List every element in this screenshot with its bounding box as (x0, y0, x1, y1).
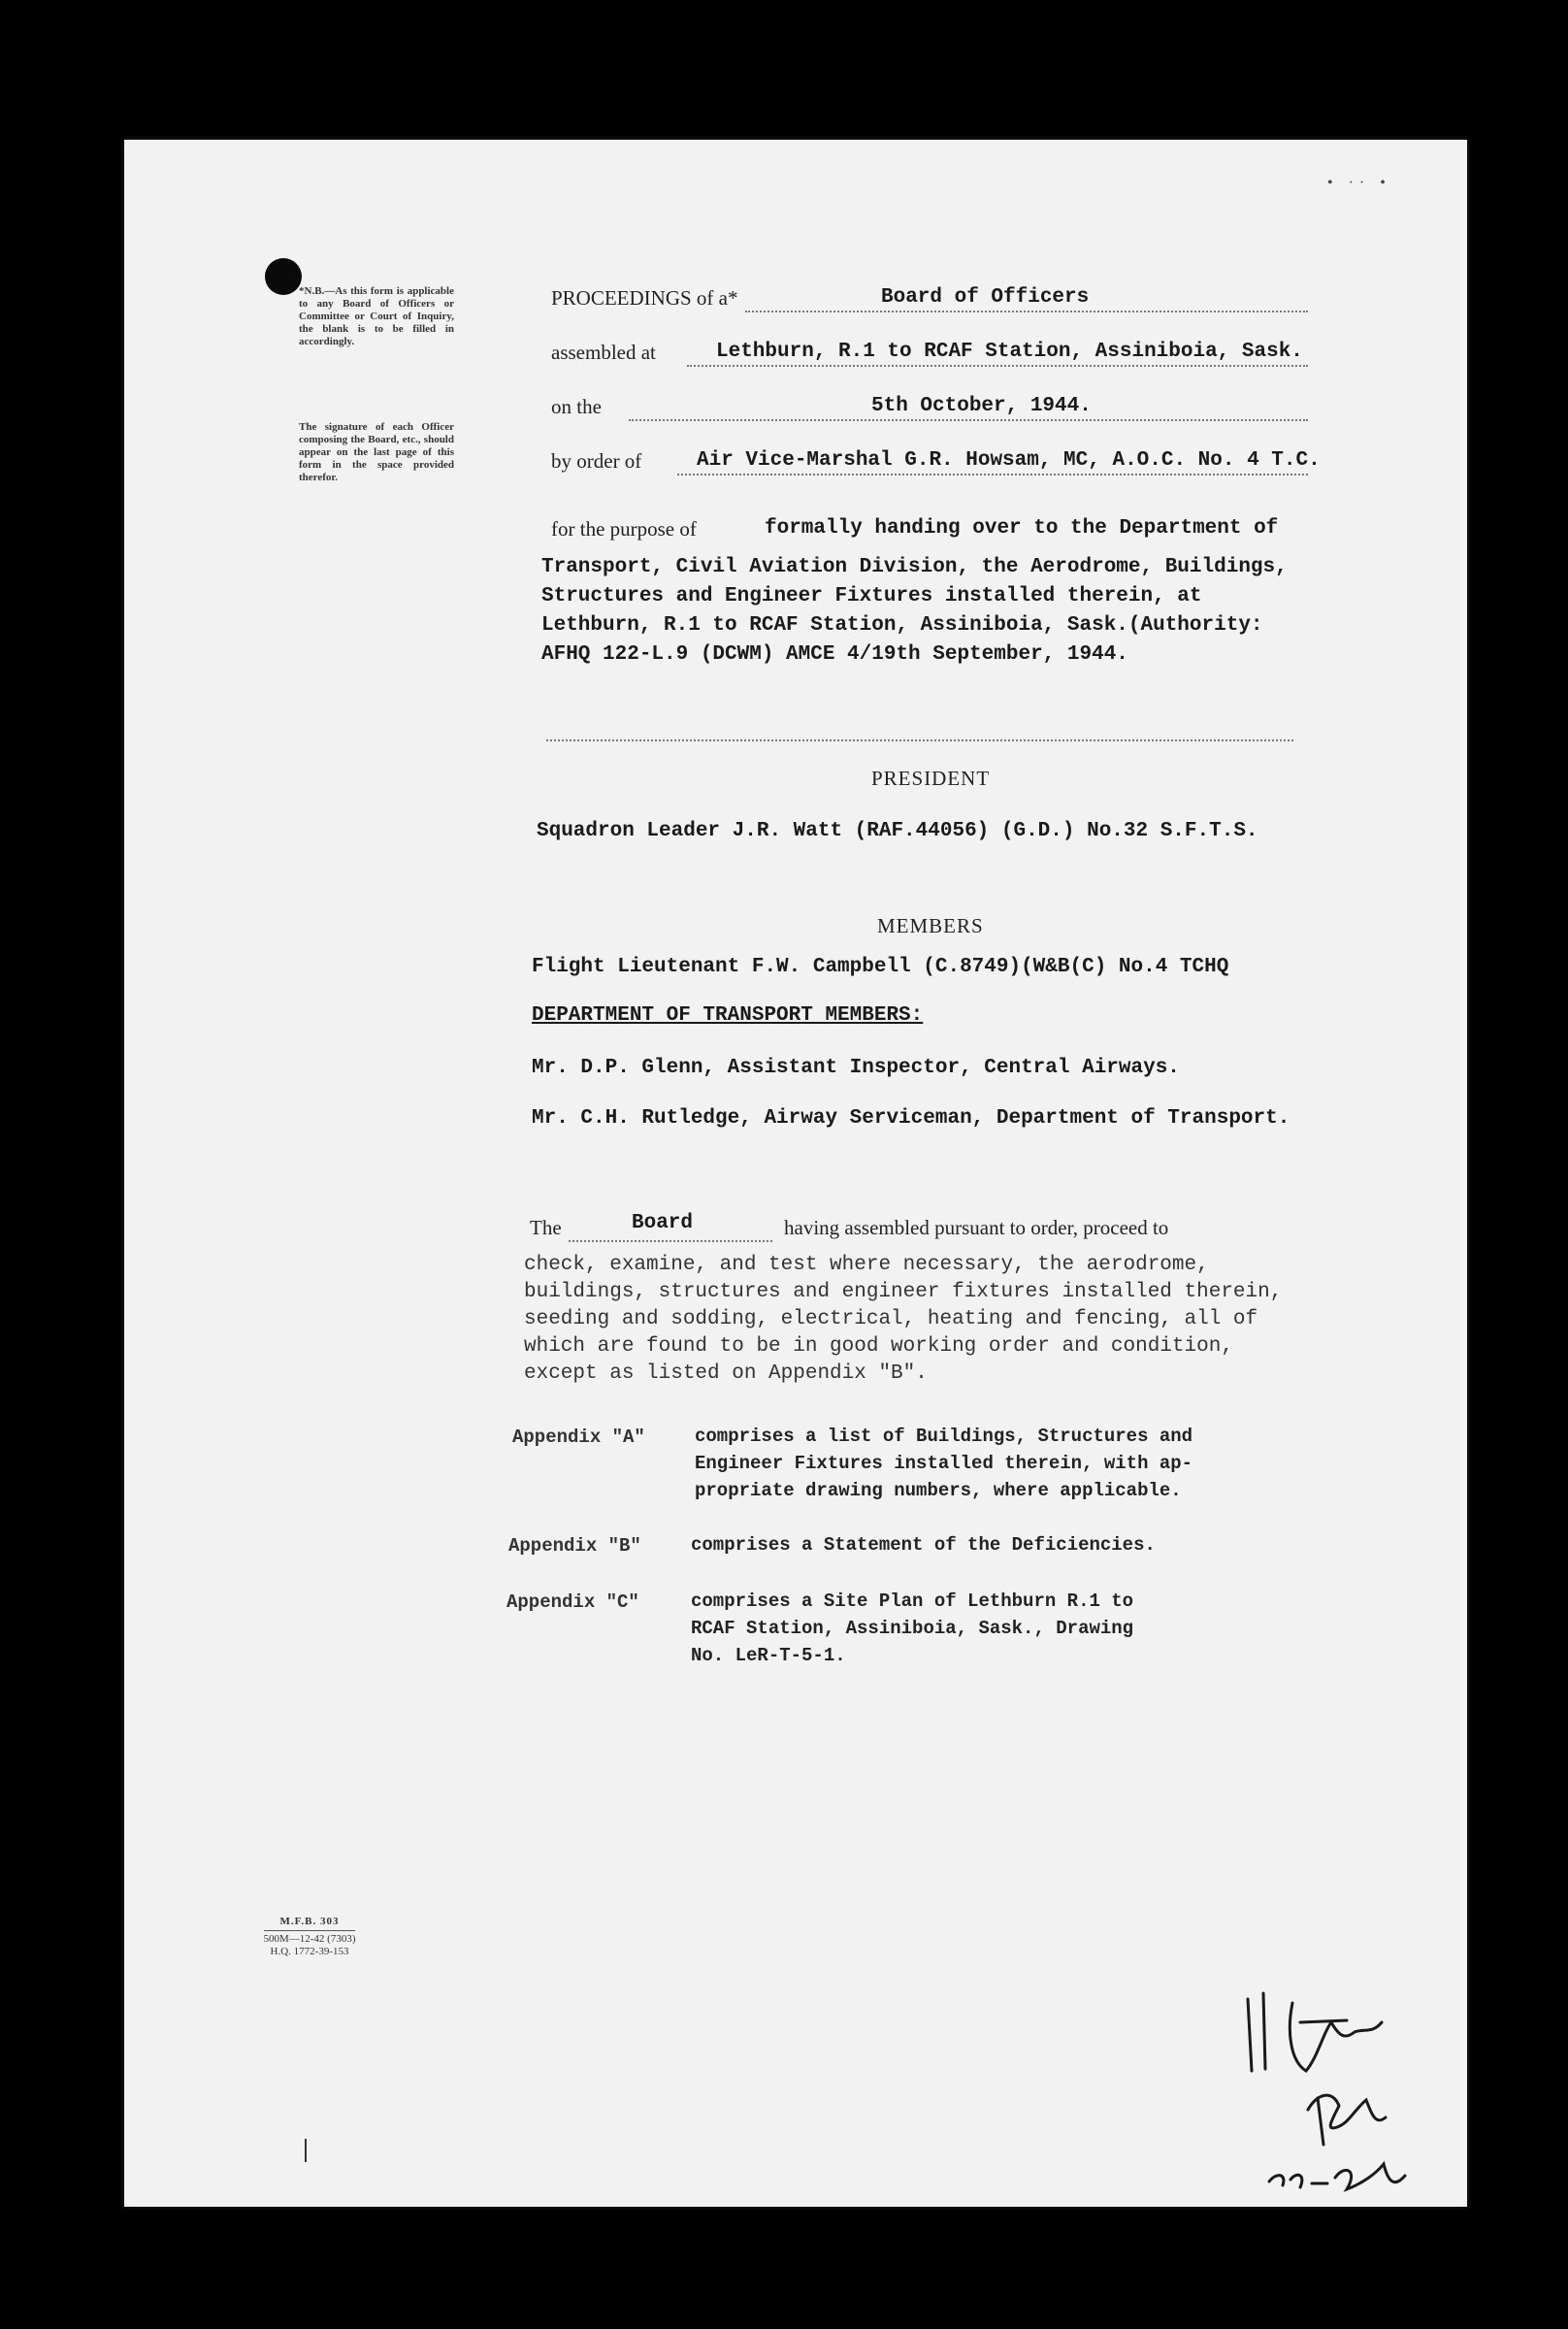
appendix-c-text: comprises a Site Plan of Lethburn R.1 to RCAF Station, Assiniboia, Sask., Drawing No. LeR-T-5-1. (691, 1591, 1134, 1666)
appendix-b-label: Appendix "B" (508, 1535, 641, 1557)
purpose-text: Transport, Civil Aviation Division, the Aerodrome, Buildings, Structures and Engineer Fixtures installed therein, at Lethburn, R.1 to RCAF Station, Assiniboia, Sask.(Authority: AFHQ 122-L.9 (DCWM) AMCE 4/19th September, 1944. (541, 556, 1288, 666)
purpose-row (551, 508, 1483, 547)
member-1: Flight Lieutenant F.W. Campbell (C.8749)(W&B(C) No.4 TCHQ (532, 956, 1229, 978)
board-value: Board (632, 1212, 694, 1234)
president-heading: PRESIDENT (871, 767, 991, 790)
board-row (530, 1207, 1461, 1246)
page-specks: • ·· • (1327, 175, 1391, 191)
member-2: Mr. D.P. Glenn, Assistant Inspector, Central Airways. (532, 1057, 1180, 1079)
handwritten-initials-signature (1230, 1964, 1463, 2207)
proceedings-label: PROCEEDINGS of a* (551, 286, 738, 310)
assembled-text: having assembled pursuant to order, proceed to (784, 1216, 1169, 1239)
proceedings-row (551, 278, 1483, 316)
the-label: The (530, 1216, 562, 1239)
form-code (256, 1916, 363, 1958)
body-paragraph: check, examine, and test where necessary, the aerodrome, buildings, structures and engineer fixtures installed therein, seeding and sodding, electrical, heating and fencing, all of which are found to be in good working order and condition, except as listed on Appendix "B". (524, 1254, 1283, 1385)
by-order-value: Air Vice-Marshal G.R. Howsam, MC, A.O.C. No. 4 T.C. (697, 449, 1321, 472)
on-the-label: on the (551, 395, 602, 418)
assembled-label: assembled at (551, 341, 656, 364)
president-name: Squadron Leader J.R. Watt (RAF.44056) (G.D.) No.32 S.F.T.S. (537, 820, 1258, 842)
purpose-dotted-line (546, 739, 1293, 741)
punch-hole (265, 258, 302, 295)
margin-note-nb: *N.B.—As this form is applicable to any Board of Officers or Committee or Court of Inquiry, the blank is to be filled in accordingly. (299, 285, 454, 347)
members-heading: MEMBERS (877, 914, 984, 937)
proceedings-value: Board of Officers (881, 286, 1090, 309)
date-row (551, 386, 1483, 425)
dot-members-heading: DEPARTMENT OF TRANSPORT MEMBERS: (532, 1004, 924, 1027)
dotted-line (745, 311, 1308, 312)
by-order-label: by order of (551, 449, 642, 473)
purpose-first-line: formally handing over to the Department of (765, 517, 1279, 540)
assembled-row (551, 332, 1483, 371)
dotted-line (677, 474, 1308, 476)
dotted-line (687, 365, 1308, 367)
by-order-row (551, 441, 1483, 479)
date-value: 5th October, 1944. (871, 395, 1092, 417)
document-page (124, 140, 1467, 2207)
appendix-b-text: comprises a Statement of the Deficiencies. (691, 1534, 1156, 1556)
dotted-line (569, 1240, 772, 1242)
dotted-line (629, 419, 1308, 421)
appendix-c-label: Appendix "C" (506, 1591, 639, 1613)
form-code-rule (264, 1930, 355, 1931)
page-mark (305, 2139, 307, 2162)
purpose-label: for the purpose of (551, 517, 697, 541)
assembled-value: Lethburn, R.1 to RCAF Station, Assiniboia, Sask. (716, 341, 1303, 363)
appendix-a-text: comprises a list of Buildings, Structures and Engineer Fixtures installed therein, with ap- propriate drawing numbers, where applicable. (695, 1426, 1193, 1501)
appendix-a-label: Appendix "A" (512, 1427, 645, 1448)
form-code-line-1: M.F.B. 303 (279, 1916, 340, 1927)
member-3: Mr. C.H. Rutledge, Airway Serviceman, Department of Transport. (532, 1107, 1290, 1130)
form-code-line-2: 500M—12-42 (7303) (263, 1933, 356, 1945)
margin-note-signature: The signature of each Officer composing the Board, etc., should appear on the last page of this form in the space provided therefor. (299, 421, 454, 483)
form-code-line-3: H.Q. 1772-39-153 (270, 1946, 349, 1957)
